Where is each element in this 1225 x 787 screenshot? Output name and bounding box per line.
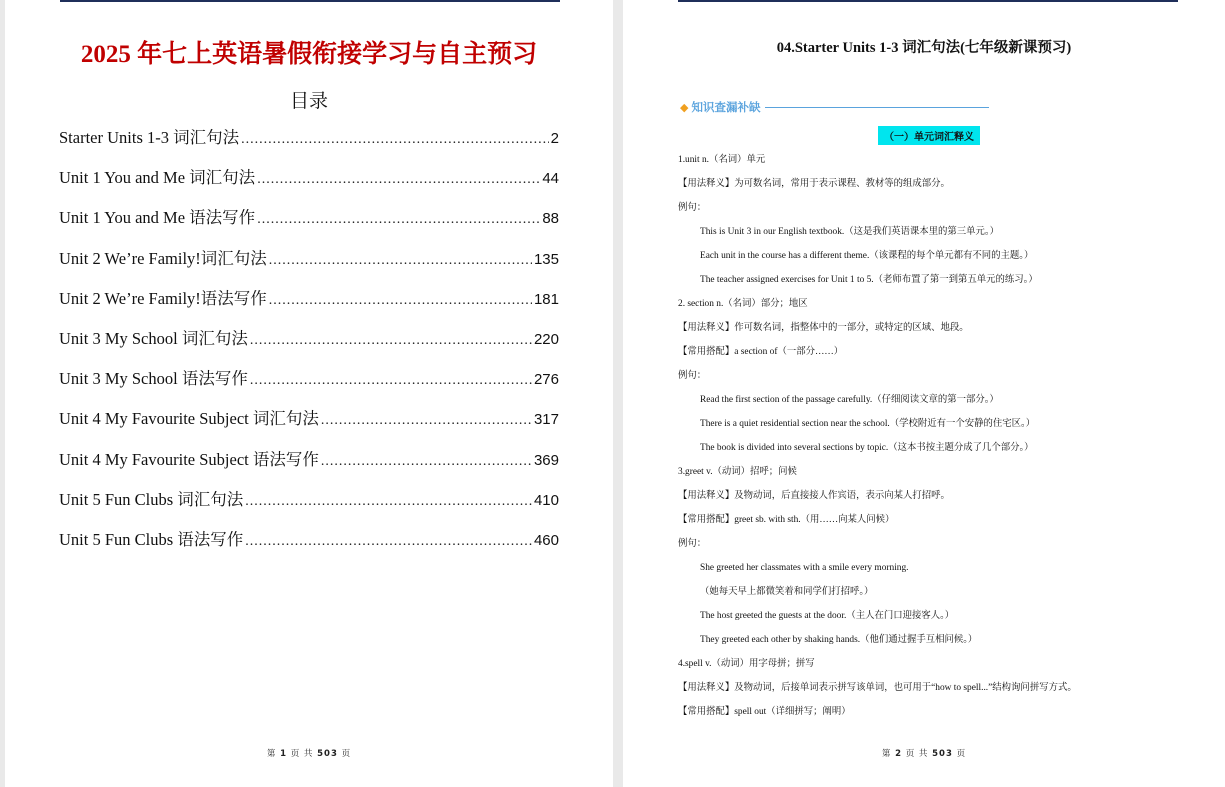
toc-entry-title: Unit 2 We’re Family!词汇句法 <box>59 248 267 268</box>
footer-page-number: 1 <box>280 749 288 759</box>
content-line: She greeted her classmates with a smile every morning. <box>700 563 909 573</box>
document-page-2 <box>623 0 1225 787</box>
toc-entry-title: Unit 3 My School 语法写作 <box>59 369 248 389</box>
toc-entry-page: 276 <box>533 371 559 389</box>
content-line: 3.greet v.（动词）招呼；问候 <box>678 467 797 477</box>
toc-entry[interactable] <box>59 204 559 244</box>
toc-entry-title: Unit 2 We’re Family!语法写作 <box>59 288 267 308</box>
toc-entry[interactable] <box>59 325 559 365</box>
toc-entry-page: 220 <box>533 330 559 348</box>
footer-middle: 页 共 <box>905 749 929 759</box>
content-line: 2. section n.（名词）部分；地区 <box>678 299 808 309</box>
toc-entry-page: 317 <box>533 411 559 429</box>
toc-dot-leader <box>257 212 540 228</box>
toc-entry-title: Unit 1 You and Me 语法写作 <box>59 208 256 228</box>
page-footer <box>623 747 1225 759</box>
content-line: The host greeted the guests at the door.（主人在门口迎接客人。） <box>700 611 955 621</box>
toc-entry[interactable] <box>59 405 559 445</box>
banner-label: 知识查漏补缺 <box>691 100 761 114</box>
content-line: 【常用搭配】greet sb. with sth.（用……向某人问候） <box>678 515 895 525</box>
toc-entry[interactable] <box>59 164 559 204</box>
content-line: 【常用搭配】spell out（详细拼写；阐明） <box>678 707 851 717</box>
diamond-arrow-icon: ◆ <box>680 100 689 114</box>
content-line: The teacher assigned exercises for Unit 1 to 5.（老师布置了第一到第五单元的练习。） <box>700 275 1038 285</box>
toc-entry-title: Starter Units 1-3 词汇句法 <box>59 128 240 147</box>
toc-entry[interactable] <box>59 486 559 526</box>
content-line: 【用法释义】作可数名词，指整体中的一部分，或特定的区域、地段。 <box>678 323 969 333</box>
toc-entry-page: 181 <box>533 290 559 308</box>
toc-entry-page: 44 <box>542 170 559 188</box>
footer-suffix: 页 <box>956 749 967 759</box>
footer-middle: 页 共 <box>290 749 314 759</box>
content-line: （她每天早上都微笑着和同学们打招呼。） <box>700 587 874 597</box>
page-content <box>678 148 1198 724</box>
footer-prefix: 第 <box>881 749 892 759</box>
content-line: The book is divided into several sections by topic.（这本书按主题分成了几个部分。） <box>700 443 1034 453</box>
toc-entry[interactable] <box>59 285 559 325</box>
content-line: 【用法释义】及物动词，后直接接人作宾语，表示向某人打招呼。 <box>678 491 950 501</box>
content-line: 【用法释义】及物动词，后接单词表示拼写该单词，也可用于“how to spell...”结构询问拼写方式。 <box>678 683 1077 693</box>
toc-dot-leader <box>321 413 532 429</box>
toc-entry[interactable] <box>59 365 559 405</box>
toc-dot-leader <box>269 293 532 309</box>
footer-page-number: 2 <box>895 749 903 759</box>
footer-total-pages: 503 <box>317 749 338 759</box>
section-title: 04.Starter Units 1-3 词汇句法(七年级新课预习) <box>776 40 1072 56</box>
toc-dot-leader <box>250 373 532 389</box>
toc-entry-title: Unit 1 You and Me 词汇句法 <box>59 168 256 188</box>
content-line: 【用法释义】为可数名词，常用于表示课程、教材等的组成部分。 <box>678 179 950 189</box>
toc-dot-leader <box>269 253 532 269</box>
toc-entry-title: Unit 5 Fun Clubs 语法写作 <box>59 529 244 549</box>
content-line: 例句： <box>678 539 707 549</box>
content-line: 【常用搭配】a section of（一部分……） <box>678 347 844 357</box>
content-line: 例句： <box>678 203 707 213</box>
toc-dot-leader <box>241 132 549 148</box>
toc-entry[interactable] <box>59 124 559 164</box>
toc-entry-page: 2 <box>550 130 559 147</box>
content-line: 1.unit n.（名词）单元 <box>678 155 766 165</box>
toc-dot-leader <box>257 172 540 188</box>
banner-divider <box>765 107 989 108</box>
toc-dot-leader <box>321 454 532 470</box>
toc-entry-page: 460 <box>533 531 559 549</box>
content-line: This is Unit 3 in our English textbook.（这是我们英语课本里的第三单元。） <box>700 227 999 237</box>
page-top-border <box>678 0 1178 2</box>
content-line: 例句： <box>678 371 707 381</box>
toc-entry-page: 410 <box>533 491 559 509</box>
toc-entry-title: Unit 5 Fun Clubs 词汇句法 <box>59 489 244 509</box>
content-line: 4.spell v.（动词）用字母拼；拼写 <box>678 659 815 669</box>
content-line: There is a quiet residential section near the school.（学校附近有一个安静的住宅区。） <box>700 419 1036 429</box>
toc-heading: 目录 <box>289 91 328 112</box>
toc-entry-title: Unit 4 My Favourite Subject 词汇句法 <box>59 409 319 429</box>
footer-prefix: 第 <box>266 749 277 759</box>
content-line: They greeted each other by shaking hands.（他们通过握手互相问候。） <box>700 635 978 645</box>
table-of-contents <box>59 124 559 566</box>
content-line: Each unit in the course has a different theme.（该课程的每个单元都有不同的主题。） <box>700 251 1034 261</box>
content-line: Read the first section of the passage carefully.（仔细阅读文章的第一部分。） <box>700 395 999 405</box>
toc-entry[interactable] <box>59 526 559 566</box>
sub-heading: （一）单元词汇释义 <box>878 126 980 145</box>
toc-dot-leader <box>250 333 532 349</box>
toc-entry-page: 88 <box>542 210 559 228</box>
toc-dot-leader <box>245 494 532 510</box>
toc-dot-leader <box>245 534 532 550</box>
document-page-1 <box>5 0 613 787</box>
toc-entry[interactable] <box>59 446 559 486</box>
document-title: 2025 年七上英语暑假衔接学习与自主预习 <box>80 41 538 68</box>
page-footer <box>5 747 613 759</box>
footer-total-pages: 503 <box>932 749 953 759</box>
section-banner <box>680 99 989 115</box>
toc-entry-page: 135 <box>533 250 559 268</box>
toc-entry[interactable] <box>59 245 559 285</box>
toc-entry-title: Unit 3 My School 词汇句法 <box>59 328 248 348</box>
page-top-border <box>60 0 560 2</box>
footer-suffix: 页 <box>341 749 352 759</box>
toc-entry-page: 369 <box>533 451 559 469</box>
toc-entry-title: Unit 4 My Favourite Subject 语法写作 <box>59 449 319 469</box>
